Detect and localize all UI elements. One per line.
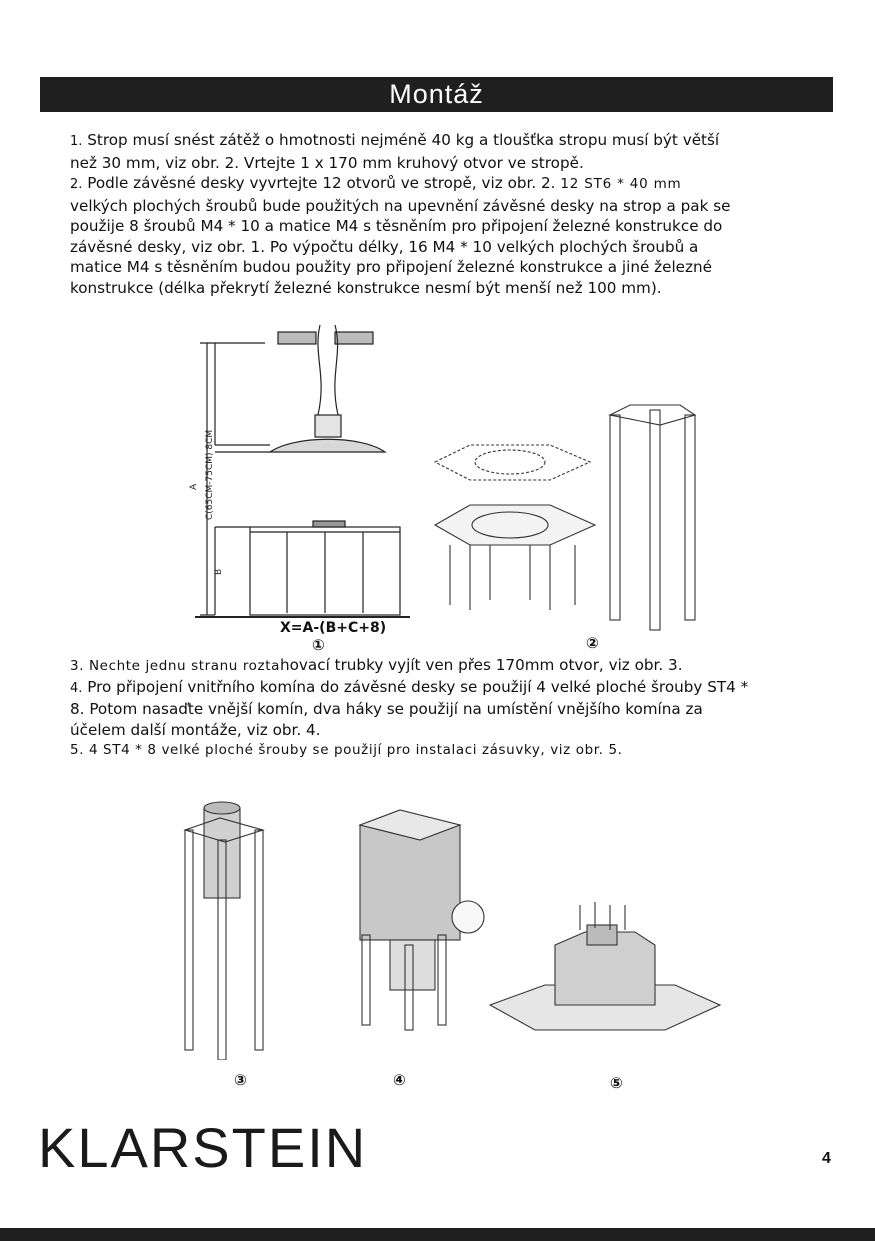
section-title-bar xyxy=(40,77,833,112)
figure-2-mounting-plate xyxy=(430,400,720,635)
step-2-line-5: matice M4 s těsněním budou použity pro připojení železné konstrukce a jiné železné xyxy=(70,258,712,276)
figure-3-number: ③ xyxy=(234,1071,247,1089)
step-2-line-4: závěsné desky, viz obr. 1. Po výpočtu délky, 16 M4 * 10 velkých plochých šroubů a xyxy=(70,237,699,256)
step-1-line-1: 1. Strop musí snést zátěž o hmotnosti nejméně 40 kg a tloušťka stropu musí být větší xyxy=(70,131,720,149)
step-2-line-6: konstrukce (délka překrytí železné konstrukce nesmí být menší než 100 mm). xyxy=(70,278,662,297)
figure-1-height-diagram xyxy=(185,325,420,655)
figure-2-number: ② xyxy=(586,634,599,652)
step-3: 3. Nechte jednu stranu roztahovací trubky vyjít ven přes 170mm otvor, viz obr. 3. xyxy=(70,656,683,674)
figure-5-number: ⑤ xyxy=(610,1074,623,1092)
label-c-vertical: C(65CM-75CM) 8CM xyxy=(205,429,215,520)
step-1-line-2: než 30 mm, viz obr. 2. Vrtejte 1 x 170 mm kruhový otvor ve stropě. xyxy=(70,153,584,172)
step-4-line-3: účelem další montáže, viz obr. 4. xyxy=(70,720,321,739)
figure-1-number: ① xyxy=(312,636,325,654)
step-2-line-1: 2. Podle závěsné desky vyvrtejte 12 otvorů ve stropě, viz obr. 2. 12 ST6 * 40 mm xyxy=(70,174,682,192)
step-2-line-3: použije 8 šroubů M4 * 10 a matice M4 s těsněním pro připojení železné konstrukce do xyxy=(70,217,723,235)
figure-1-formula: X=A-(B+C+8) xyxy=(280,620,387,636)
figure-5-hood-socket xyxy=(485,900,725,1045)
label-b: B xyxy=(214,568,224,575)
label-a: A xyxy=(189,483,199,490)
figure-3-inner-chimney xyxy=(180,800,270,1060)
figure-4-outer-chimney xyxy=(350,805,500,1035)
brand-logo: KLARSTEIN xyxy=(38,1116,368,1179)
step-4-line-2: 8. Potom nasaďte vnější komín, dva háky se použijí na umístění vnějšího komína za xyxy=(70,700,703,718)
step-4-line-1: 4. Pro připojení vnitřního komína do závěsné desky se použijí 4 velké ploché šrouby ST4 * xyxy=(70,677,749,696)
section-title: Montáž xyxy=(389,79,484,109)
page-number: 4 xyxy=(822,1150,831,1167)
instructions-part-1 xyxy=(70,130,840,298)
instructions-part-2 xyxy=(70,655,840,761)
step-2-line-2: velkých plochých šroubů bude použitých na upevnění závěsné desky na strop a pak se xyxy=(70,196,731,215)
figure-4-number: ④ xyxy=(393,1071,406,1089)
footer-bar xyxy=(0,1228,875,1241)
step-5: 5. 4 ST4 * 8 velké ploché šrouby se použijí pro instalaci zásuvky, viz obr. 5. xyxy=(70,742,623,758)
